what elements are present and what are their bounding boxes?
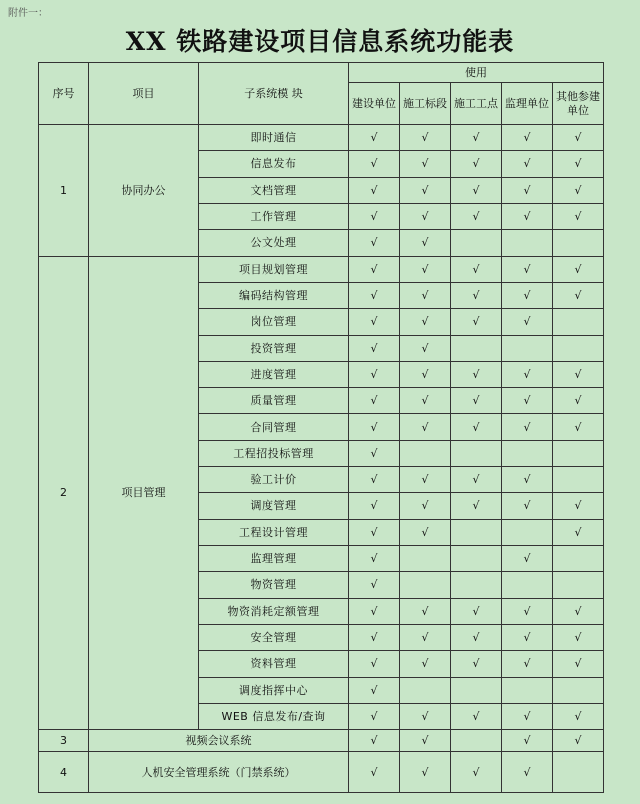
- usage-check-cell: [400, 546, 451, 572]
- usage-check-cell: √: [349, 414, 400, 440]
- usage-check-cell: [400, 440, 451, 466]
- usage-check-cell: √: [451, 493, 502, 519]
- usage-check-cell: [553, 546, 604, 572]
- usage-check-cell: [553, 752, 604, 793]
- usage-check-cell: √: [400, 467, 451, 493]
- subsystem-name: 调度指挥中心: [199, 677, 349, 703]
- header-unit: 施工标段: [400, 83, 451, 125]
- usage-check-cell: √: [553, 177, 604, 203]
- usage-check-cell: √: [349, 677, 400, 703]
- usage-check-cell: √: [400, 414, 451, 440]
- usage-check-cell: [502, 677, 553, 703]
- usage-check-cell: [553, 572, 604, 598]
- usage-check-cell: √: [502, 177, 553, 203]
- usage-check-cell: √: [400, 309, 451, 335]
- usage-check-cell: √: [400, 598, 451, 624]
- row-number: 4: [39, 752, 89, 793]
- usage-check-cell: √: [502, 467, 553, 493]
- usage-check-cell: √: [553, 361, 604, 387]
- usage-check-cell: √: [553, 730, 604, 752]
- usage-check-cell: √: [349, 230, 400, 256]
- usage-check-cell: √: [349, 624, 400, 650]
- usage-check-cell: √: [502, 598, 553, 624]
- usage-check-cell: √: [451, 414, 502, 440]
- header-usage: 使用: [349, 63, 604, 83]
- usage-check-cell: √: [400, 256, 451, 282]
- usage-check-cell: [502, 440, 553, 466]
- subsystem-name: 进度管理: [199, 361, 349, 387]
- subsystem-name: 编码结构管理: [199, 282, 349, 308]
- usage-check-cell: √: [502, 414, 553, 440]
- usage-check-cell: √: [451, 651, 502, 677]
- usage-check-cell: √: [349, 493, 400, 519]
- usage-check-cell: √: [502, 282, 553, 308]
- usage-check-cell: √: [349, 256, 400, 282]
- usage-check-cell: √: [349, 177, 400, 203]
- usage-check-cell: [451, 677, 502, 703]
- page-title: XX 铁路建设项目信息系统功能表: [125, 27, 515, 56]
- table-row: [39, 730, 604, 752]
- usage-check-cell: [553, 309, 604, 335]
- usage-check-cell: [451, 572, 502, 598]
- usage-check-cell: √: [553, 388, 604, 414]
- usage-check-cell: √: [349, 361, 400, 387]
- usage-check-cell: √: [451, 388, 502, 414]
- subsystem-name: 资料管理: [199, 651, 349, 677]
- usage-check-cell: √: [553, 151, 604, 177]
- usage-check-cell: √: [553, 256, 604, 282]
- usage-check-cell: √: [349, 125, 400, 151]
- usage-check-cell: √: [451, 361, 502, 387]
- usage-check-cell: √: [349, 730, 400, 752]
- usage-check-cell: [553, 335, 604, 361]
- usage-check-cell: [451, 335, 502, 361]
- usage-check-cell: √: [400, 361, 451, 387]
- annex-label: 附件一：: [8, 8, 48, 19]
- usage-check-cell: √: [349, 467, 400, 493]
- row-number: 3: [39, 730, 89, 752]
- usage-check-cell: √: [349, 388, 400, 414]
- usage-check-cell: √: [451, 309, 502, 335]
- usage-check-cell: √: [349, 519, 400, 545]
- usage-check-cell: √: [400, 519, 451, 545]
- subsystem-name: 投资管理: [199, 335, 349, 361]
- usage-check-cell: [451, 230, 502, 256]
- project-name: 协同办公: [89, 125, 199, 257]
- usage-check-cell: √: [349, 598, 400, 624]
- header-unit: 其他参建单位: [553, 83, 604, 125]
- usage-check-cell: √: [349, 752, 400, 793]
- usage-check-cell: √: [553, 519, 604, 545]
- usage-check-cell: √: [502, 752, 553, 793]
- usage-check-cell: √: [451, 598, 502, 624]
- usage-check-cell: √: [502, 730, 553, 752]
- usage-check-cell: √: [553, 414, 604, 440]
- usage-check-cell: √: [451, 624, 502, 650]
- header-unit: 施工工点: [451, 83, 502, 125]
- usage-check-cell: √: [553, 703, 604, 729]
- usage-check-cell: √: [451, 752, 502, 793]
- usage-check-cell: √: [451, 203, 502, 229]
- usage-check-cell: [502, 519, 553, 545]
- usage-check-cell: [451, 546, 502, 572]
- subsystem-name: 即时通信: [199, 125, 349, 151]
- subsystem-name: 工作管理: [199, 203, 349, 229]
- subsystem-name: 监理管理: [199, 546, 349, 572]
- usage-check-cell: [553, 677, 604, 703]
- usage-check-cell: √: [400, 651, 451, 677]
- usage-check-cell: √: [553, 282, 604, 308]
- usage-check-cell: [451, 440, 502, 466]
- usage-check-cell: √: [400, 125, 451, 151]
- project-name: 人机安全管理系统（门禁系统）: [89, 752, 349, 793]
- usage-check-cell: √: [451, 151, 502, 177]
- usage-check-cell: √: [502, 703, 553, 729]
- subsystem-name: 合同管理: [199, 414, 349, 440]
- usage-check-cell: √: [451, 177, 502, 203]
- usage-check-cell: √: [502, 651, 553, 677]
- usage-check-cell: √: [349, 151, 400, 177]
- table-body: [39, 125, 604, 793]
- usage-check-cell: [451, 519, 502, 545]
- header-no: 序号: [39, 63, 89, 125]
- usage-check-cell: √: [451, 703, 502, 729]
- usage-check-cell: √: [400, 230, 451, 256]
- subsystem-name: 物资消耗定额管理: [199, 598, 349, 624]
- usage-check-cell: √: [502, 361, 553, 387]
- usage-check-cell: [502, 335, 553, 361]
- usage-check-cell: √: [349, 440, 400, 466]
- subsystem-name: WEB 信息发布/查询: [199, 703, 349, 729]
- usage-check-cell: √: [400, 703, 451, 729]
- usage-check-cell: √: [553, 125, 604, 151]
- usage-check-cell: √: [400, 752, 451, 793]
- header-unit: 建设单位: [349, 83, 400, 125]
- usage-check-cell: √: [349, 335, 400, 361]
- usage-check-cell: √: [349, 651, 400, 677]
- header-subsystem: 子系统模 块: [199, 63, 349, 125]
- usage-check-cell: √: [502, 493, 553, 519]
- table-row: [39, 125, 604, 151]
- subsystem-name: 项目规划管理: [199, 256, 349, 282]
- subsystem-name: 安全管理: [199, 624, 349, 650]
- usage-check-cell: √: [502, 256, 553, 282]
- subsystem-name: 质量管理: [199, 388, 349, 414]
- header-unit: 监理单位: [502, 83, 553, 125]
- usage-check-cell: √: [400, 151, 451, 177]
- usage-check-cell: [553, 440, 604, 466]
- project-name: 视频会议系统: [89, 730, 349, 752]
- project-name: 项目管理: [89, 256, 199, 730]
- usage-check-cell: √: [553, 651, 604, 677]
- subsystem-name: 调度管理: [199, 493, 349, 519]
- usage-check-cell: √: [553, 598, 604, 624]
- usage-check-cell: √: [349, 703, 400, 729]
- subsystem-name: 信息发布: [199, 151, 349, 177]
- usage-check-cell: √: [400, 624, 451, 650]
- usage-check-cell: √: [400, 177, 451, 203]
- subsystem-name: 文档管理: [199, 177, 349, 203]
- usage-check-cell: √: [349, 546, 400, 572]
- usage-check-cell: √: [349, 309, 400, 335]
- usage-check-cell: [502, 230, 553, 256]
- subsystem-name: 工程设计管理: [199, 519, 349, 545]
- subsystem-name: 物资管理: [199, 572, 349, 598]
- usage-check-cell: [400, 677, 451, 703]
- usage-check-cell: [451, 730, 502, 752]
- table-row: [39, 256, 604, 282]
- usage-check-cell: √: [451, 282, 502, 308]
- row-number: 1: [39, 125, 89, 257]
- subsystem-name: 验工计价: [199, 467, 349, 493]
- usage-check-cell: [502, 572, 553, 598]
- table-row: [39, 752, 604, 793]
- usage-check-cell: √: [502, 388, 553, 414]
- usage-check-cell: √: [400, 282, 451, 308]
- usage-check-cell: √: [400, 203, 451, 229]
- function-table: [38, 62, 604, 793]
- usage-check-cell: √: [502, 624, 553, 650]
- usage-check-cell: √: [502, 546, 553, 572]
- usage-check-cell: [553, 230, 604, 256]
- usage-check-cell: √: [502, 309, 553, 335]
- usage-check-cell: √: [400, 493, 451, 519]
- usage-check-cell: √: [400, 388, 451, 414]
- subsystem-name: 工程招投标管理: [199, 440, 349, 466]
- header-project: 项目: [89, 63, 199, 125]
- usage-check-cell: √: [451, 125, 502, 151]
- usage-check-cell: √: [502, 203, 553, 229]
- usage-check-cell: √: [451, 467, 502, 493]
- usage-check-cell: √: [400, 335, 451, 361]
- usage-check-cell: √: [553, 203, 604, 229]
- usage-check-cell: √: [502, 125, 553, 151]
- usage-check-cell: [400, 572, 451, 598]
- usage-check-cell: √: [502, 151, 553, 177]
- usage-check-cell: √: [451, 256, 502, 282]
- usage-check-cell: √: [349, 282, 400, 308]
- usage-check-cell: √: [553, 624, 604, 650]
- usage-check-cell: √: [553, 493, 604, 519]
- usage-check-cell: √: [400, 730, 451, 752]
- subsystem-name: 公文处理: [199, 230, 349, 256]
- subsystem-name: 岗位管理: [199, 309, 349, 335]
- usage-check-cell: [553, 467, 604, 493]
- usage-check-cell: √: [349, 203, 400, 229]
- usage-check-cell: √: [349, 572, 400, 598]
- row-number: 2: [39, 256, 89, 730]
